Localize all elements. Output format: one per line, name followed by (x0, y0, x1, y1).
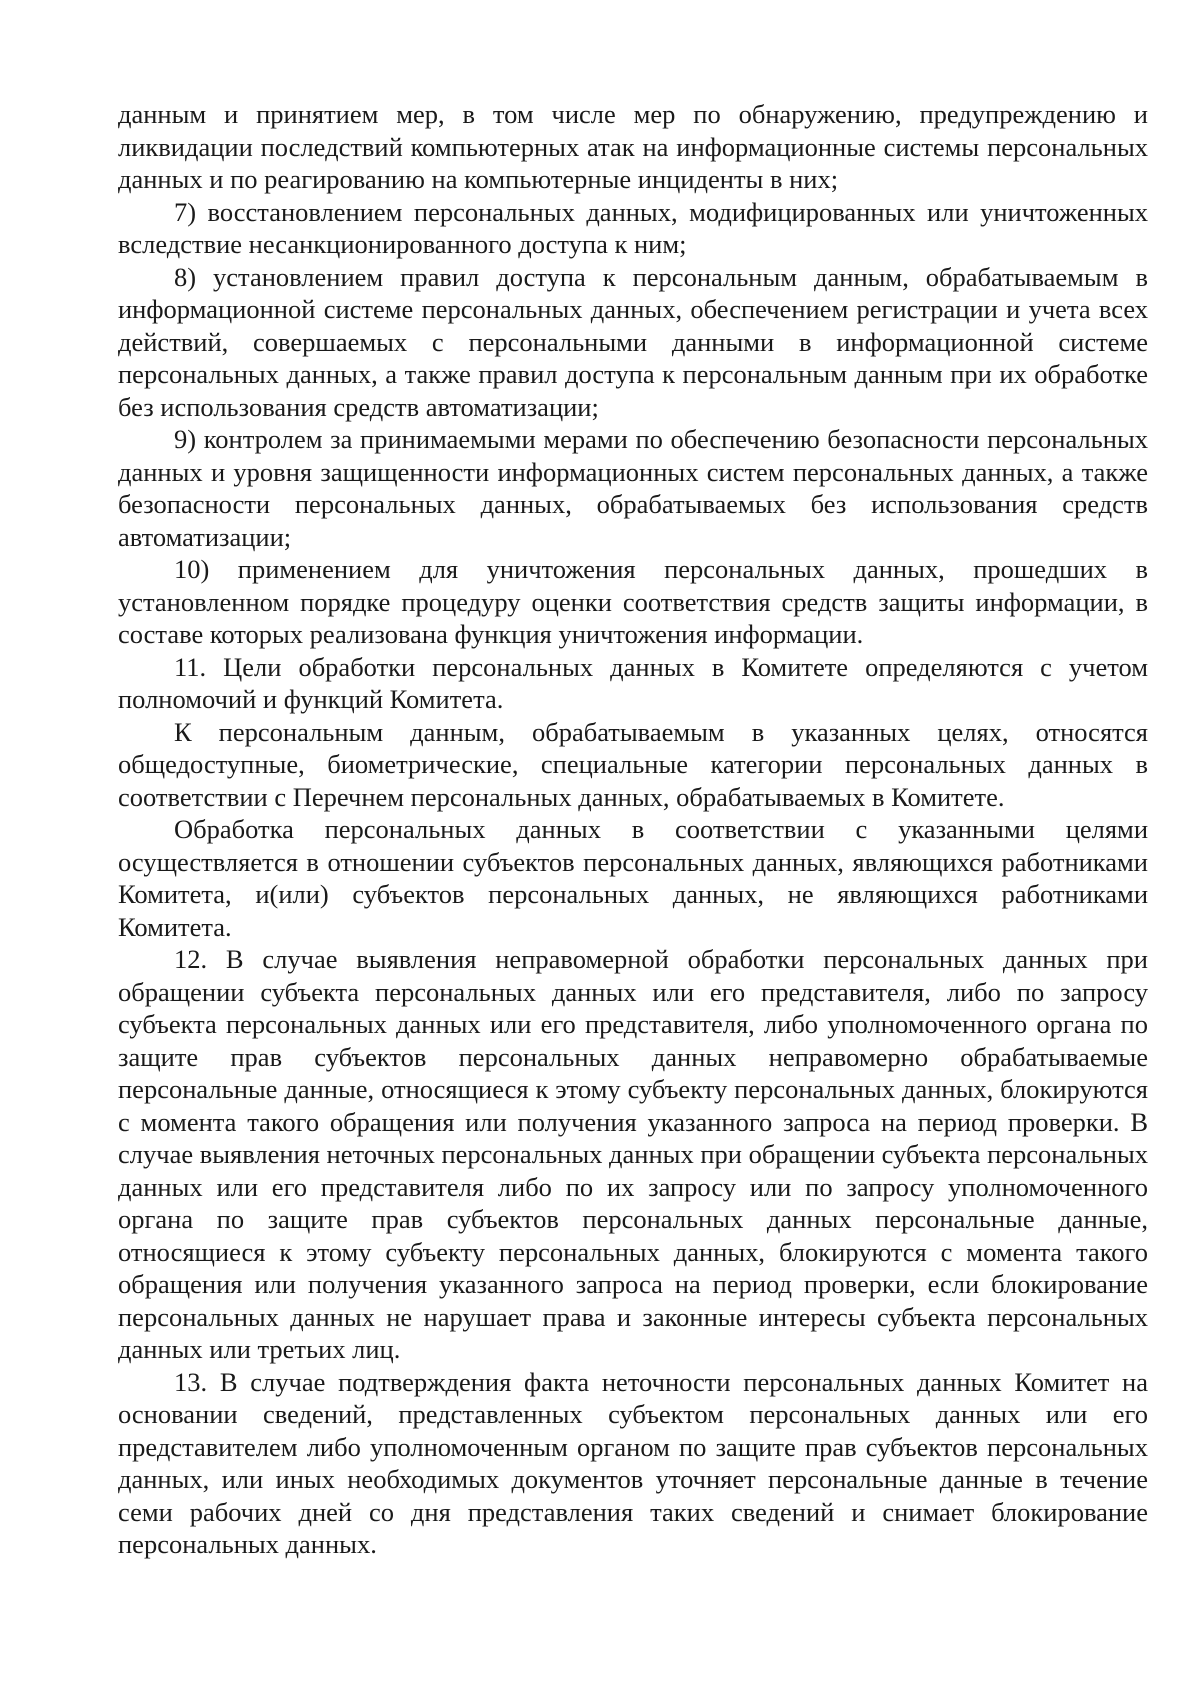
document-body (118, 98, 1148, 1561)
paragraph-section-13: 13. В случае подтверждения факта неточности персональных данных Комитет на основании сведений, представленных субъектом персональных данных или его представителем либо уполномоченным органом по защите прав субъектов персональных данных, или иных необходимых документов уточняет персональные данные в течение семи рабочих дней со дня представления таких сведений и снимает блокирование персональных данных. (118, 1366, 1148, 1559)
paragraph-section-11-categories: К персональным данным, обрабатываемым в указанных целях, относятся общедоступные, биометрические, специальные категории персональных данных в соответствии с Перечнем персональных данных, обрабатываемых в Комитете. (118, 716, 1148, 812)
paragraph-section-11: 11. Цели обработки персональных данных в Комитете определяются с учетом полномочий и функций Комитета. (118, 651, 1148, 714)
paragraph-item-8: 8) установлением правил доступа к персональным данным, обрабатываемым в информационной системе персональных данных, обеспечением регистрации и учета всех действий, совершаемых с персональными данными в информационной системе персональных данных, а также правил доступа к персональным данным при их обработке без использования средств автоматизации; (118, 261, 1148, 422)
paragraph-item-10: 10) применением для уничтожения персональных данных, прошедших в установленном порядке процедуру оценки соответствия средств защиты информации, в составе которых реализована функция уничтожения информации. (118, 554, 1148, 649)
paragraph-continuation: данным и принятием мер, в том числе мер по обнаружению, предупреждению и ликвидации последствий компьютерных атак на информационные системы персональных данных и по реагированию на компьютерные инциденты в них; (118, 99, 1148, 194)
paragraph-section-12: 12. В случае выявления неправомерной обработки персональных данных при обращении субъекта персональных данных или его представителя, либо по запросу субъекта персональных данных или его представителя, либо уполномоченного органа по защите прав субъектов персональных данных неправомерно обрабатываемые персональные данные, относящиеся к этому субъекту персональных данных, блокируются с момента такого обращения или получения указанного запроса на период проверки. В случае выявления неточных персональных данных при обращении субъекта персональных данных или его представителя либо по их запросу или по запросу уполномоченного органа по защите прав субъектов персональных данных персональные данные, относящиеся к этому субъекту персональных данных, блокируются с момента такого обращения или получения указанного запроса на период проверки, если блокирование персональных данных не нарушает права и законные интересы субъекта персональных данных или третьих лиц. (118, 944, 1148, 1364)
paragraph-section-11-subjects: Обработка персональных данных в соответствии с указанными целями осуществляется в отношении субъектов персональных данных, являющихся работниками Комитета, и(или) субъектов персональных данных, не являющихся работниками Комитета. (118, 814, 1148, 942)
paragraph-item-9: 9) контролем за принимаемыми мерами по обеспечению безопасности персональных данных и уровня защищенности информационных систем персональных данных, а также безопасности персональных данных, обрабатываемых без использования средств автоматизации; (118, 424, 1148, 552)
paragraph-item-7: 7) восстановлением персональных данных, модифицированных или уничтоженных вследствие несанкционированного доступа к ним; (118, 196, 1148, 259)
